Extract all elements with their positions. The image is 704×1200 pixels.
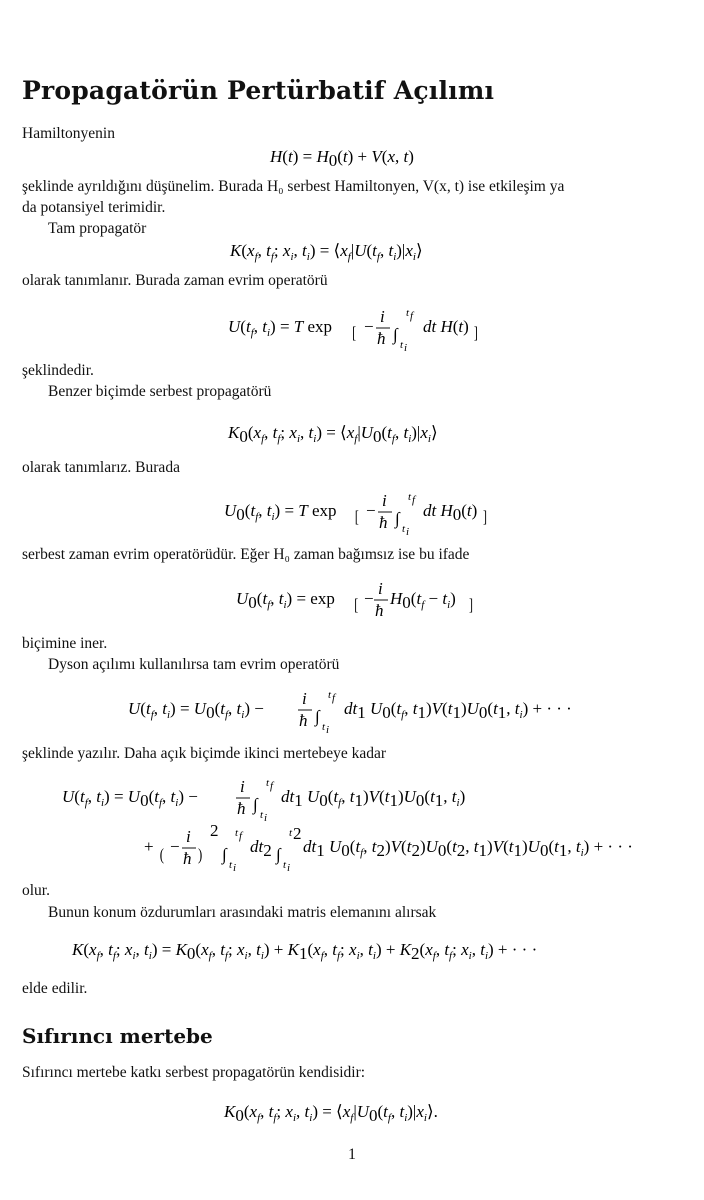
paragraph-text: da potansiyel terimidir. [22, 199, 166, 216]
equation-9-render [0, 935, 704, 965]
paragraph-text: şeklinde yazılır. Daha açık biçimde ikinci mertebeye kadar [22, 745, 387, 762]
svg-text:dt H0(t): dt H0(t) [423, 501, 478, 524]
section-heading: Sıfırıncı mertebe [22, 1024, 213, 1048]
svg-text:f: f [332, 692, 336, 704]
svg-text:dt1 U0(tf, t2)V(t2)U0(t2, t1)V: dt1 $U0(t_f$, t2)V(t2)U0(t2, t1)V(t1)U0(t1, $t_i$) + · · · [303, 837, 633, 860]
equation-8-render [0, 770, 704, 874]
equation-4-render [0, 418, 704, 448]
paragraph-text: serbest zaman evrim operatörüdür. Eğer H₀ zaman bağımsız ise bu ifade [22, 546, 470, 563]
equation-1-render [0, 142, 704, 172]
equation-5-render [0, 484, 704, 540]
equation-3-render [0, 300, 704, 356]
svg-text:∫: ∫ [393, 325, 398, 344]
svg-text:[: [ [354, 596, 359, 615]
equation-7-render [0, 682, 704, 738]
svg-text:t: t [408, 491, 412, 503]
svg-text:t: t [235, 827, 239, 839]
paragraph-text: elde edilir. [22, 980, 88, 997]
svg-text:K0(xf, tf; xi, ti) = ⟨xf|U0(tf: $K0(x_f$, $t_f$; $x_i$, $t_i$) = $⟨x_f|U0(t_f$, $t_i)|x_i⟩$ [228, 423, 438, 446]
paragraph-text: olarak tanımlarız. Burada [22, 459, 180, 476]
svg-text:U0(tf, ti) = T exp: $U0(t_f$, $t_i) = T$ exp [224, 501, 337, 524]
svg-text:2: 2 [210, 821, 219, 840]
page-title: Propagatörün Pertürbatif Açılımı [22, 76, 495, 105]
equation-2 [0, 236, 704, 266]
svg-text:∫: ∫ [222, 845, 227, 864]
paragraph-text: olarak tanımlanır. Burada zaman evrim operatörü [22, 272, 328, 289]
paragraph-text: Hamiltonyenin [22, 125, 115, 142]
svg-text:dt1 U0(tf, t1)V(t1)U0(t1, ti): dt1 $U0(t_f$, t1)V(t1)U0(t1, $t_i$) [281, 787, 466, 810]
svg-text:U(tf, ti) = U0(tf, ti) −: $U(t_f$, $t_i) = U0(t_f$, $t_i$) − [128, 699, 264, 722]
svg-text:dt2: dt2 [250, 837, 272, 860]
equation-7 [0, 682, 704, 738]
svg-text:∫: ∫ [276, 845, 281, 864]
paragraph-text: Bunun konum özdurumları arasındaki matris elemanını alırsak [48, 904, 437, 921]
paragraph-text: Sıfırıncı mertebe katkı serbest propagatörün kendisidir: [22, 1064, 366, 1081]
svg-text:+: + [144, 837, 154, 856]
svg-text:t: t [260, 809, 264, 821]
svg-text:]: ] [473, 324, 478, 343]
svg-text:i: i [404, 342, 408, 354]
svg-text:ħ: ħ [377, 329, 386, 348]
svg-text:t: t [289, 827, 293, 839]
equation-8 [0, 770, 704, 874]
svg-text:i: i [186, 827, 191, 846]
svg-text:dt H(t): dt H(t) [423, 317, 469, 336]
svg-text:∫: ∫ [253, 795, 258, 814]
svg-text:t: t [406, 307, 410, 319]
equation-1 [0, 142, 704, 172]
page-number: 1 [348, 1146, 356, 1163]
svg-text:i: i [326, 724, 330, 736]
svg-text:2: 2 [293, 824, 302, 843]
svg-text:i: i [380, 307, 385, 326]
svg-text:∫: ∫ [395, 509, 400, 528]
svg-text:f: f [239, 830, 243, 842]
paragraph-text: Tam propagatör [48, 220, 147, 237]
svg-text:i: i [382, 491, 387, 510]
svg-text:ħ: ħ [379, 513, 388, 532]
svg-text:f: f [412, 494, 416, 506]
svg-text:(: ( [159, 846, 165, 865]
svg-text:f: f [270, 780, 274, 792]
svg-text:]: ] [469, 596, 473, 615]
svg-text:i: i [302, 689, 307, 708]
svg-text:H(t) = H0(t) + V(x, t): H(t) = H0(t) + V(x, t) [270, 147, 414, 170]
svg-text:dt1 U0(tf, t1)V(t1)U0(t1, ti): dt1 $U0(t_f$, t1)V(t1)U0(t1, $t_i$) + · · · [344, 699, 572, 722]
svg-text:f: f [410, 310, 414, 322]
svg-text:U0(tf, ti) = exp: $U0(t_f$, $t_i) = \exp$ [236, 589, 335, 612]
svg-text:[: [ [354, 508, 359, 527]
svg-text:t: t [266, 777, 270, 789]
paragraph-text: Dyson açılımı kullanılırsa tam evrim operatörü [48, 656, 340, 673]
svg-text:): ) [198, 846, 203, 865]
equation-10 [0, 1097, 704, 1127]
paragraph-text: şeklinde ayrıldığını düşünelim. Burada H₀ serbest Hamiltonyen, V(x, t) ise etkileşim ya [22, 178, 565, 195]
equation-4 [0, 418, 704, 448]
equation-6 [0, 572, 704, 628]
paragraph-text: biçimine iner. [22, 635, 108, 652]
svg-text:K(xf, tf; xi, ti) = ⟨xf|U(tf,: $K(x_f$, $t_f$; $x_i$, $t_i$) = $⟨x_f|U(t_f$, $t_i)|x_i⟩$ [230, 241, 423, 263]
svg-text:K(xf, tf; xi, ti) = K0(xf, tf;: $K(x_f$, $t_f$; $x_i$, $t_i) = K0(x_f$, $t_f$; $x_i$, $t_i) + K1(x_f$, $t_f$; $x_i$, $t_i) + K2(x_f$, $t_f$; $x_i$, $t_i$) + · · · [72, 940, 538, 963]
svg-text:t: t [322, 721, 326, 733]
paragraph-text: Benzer biçimde serbest propagatörü [48, 383, 272, 400]
svg-text:[: [ [352, 324, 357, 343]
svg-text:i: i [406, 526, 410, 538]
svg-text:−: − [170, 837, 180, 856]
svg-text:U(tf, ti) = T exp: $U(t_f$, $t_i) = T$ exp [228, 317, 333, 339]
paragraph-text: şeklindedir. [22, 362, 94, 379]
svg-text:t: t [283, 859, 287, 871]
svg-text:t: t [328, 689, 332, 701]
svg-text:K0(xf, tf; xi, ti) = ⟨xf|U0(tf: $K0(x_f$, $t_f$; $x_i$, $t_i$) = $⟨x_f|U0(t_f$, $t_i)|x_i⟩$. [224, 1102, 438, 1125]
equation-6-render [0, 572, 704, 628]
svg-text:ħ: ħ [299, 711, 308, 730]
equation-9 [0, 935, 704, 965]
svg-text:i: i [233, 862, 237, 874]
svg-text:t: t [229, 859, 233, 871]
svg-text:−: − [366, 501, 376, 520]
svg-text:i: i [287, 862, 291, 874]
svg-text:t: t [402, 523, 406, 535]
svg-text:−: − [364, 589, 374, 608]
svg-text:U(tf, ti) = U0(tf, ti) −: $U(t_f$, $t_i) = U0(t_f$, $t_i$) − [62, 787, 198, 810]
svg-text:ħ: ħ [375, 601, 384, 620]
svg-text:t: t [400, 339, 404, 351]
svg-text:ħ: ħ [183, 849, 192, 868]
equation-2-render [0, 236, 704, 266]
svg-text:H0(tf − ti): $H0(t_f - t_i)$ [390, 589, 456, 612]
svg-text:i: i [264, 812, 268, 824]
svg-text:]: ] [483, 508, 487, 527]
svg-text:ħ: ħ [237, 799, 246, 818]
svg-text:i: i [378, 579, 383, 598]
svg-text:∫: ∫ [315, 707, 320, 726]
svg-text:−: − [364, 317, 374, 336]
equation-5 [0, 484, 704, 540]
equation-3 [0, 300, 704, 356]
svg-text:i: i [240, 777, 245, 796]
equation-10-render [0, 1097, 704, 1127]
paragraph-text: olur. [22, 882, 50, 899]
